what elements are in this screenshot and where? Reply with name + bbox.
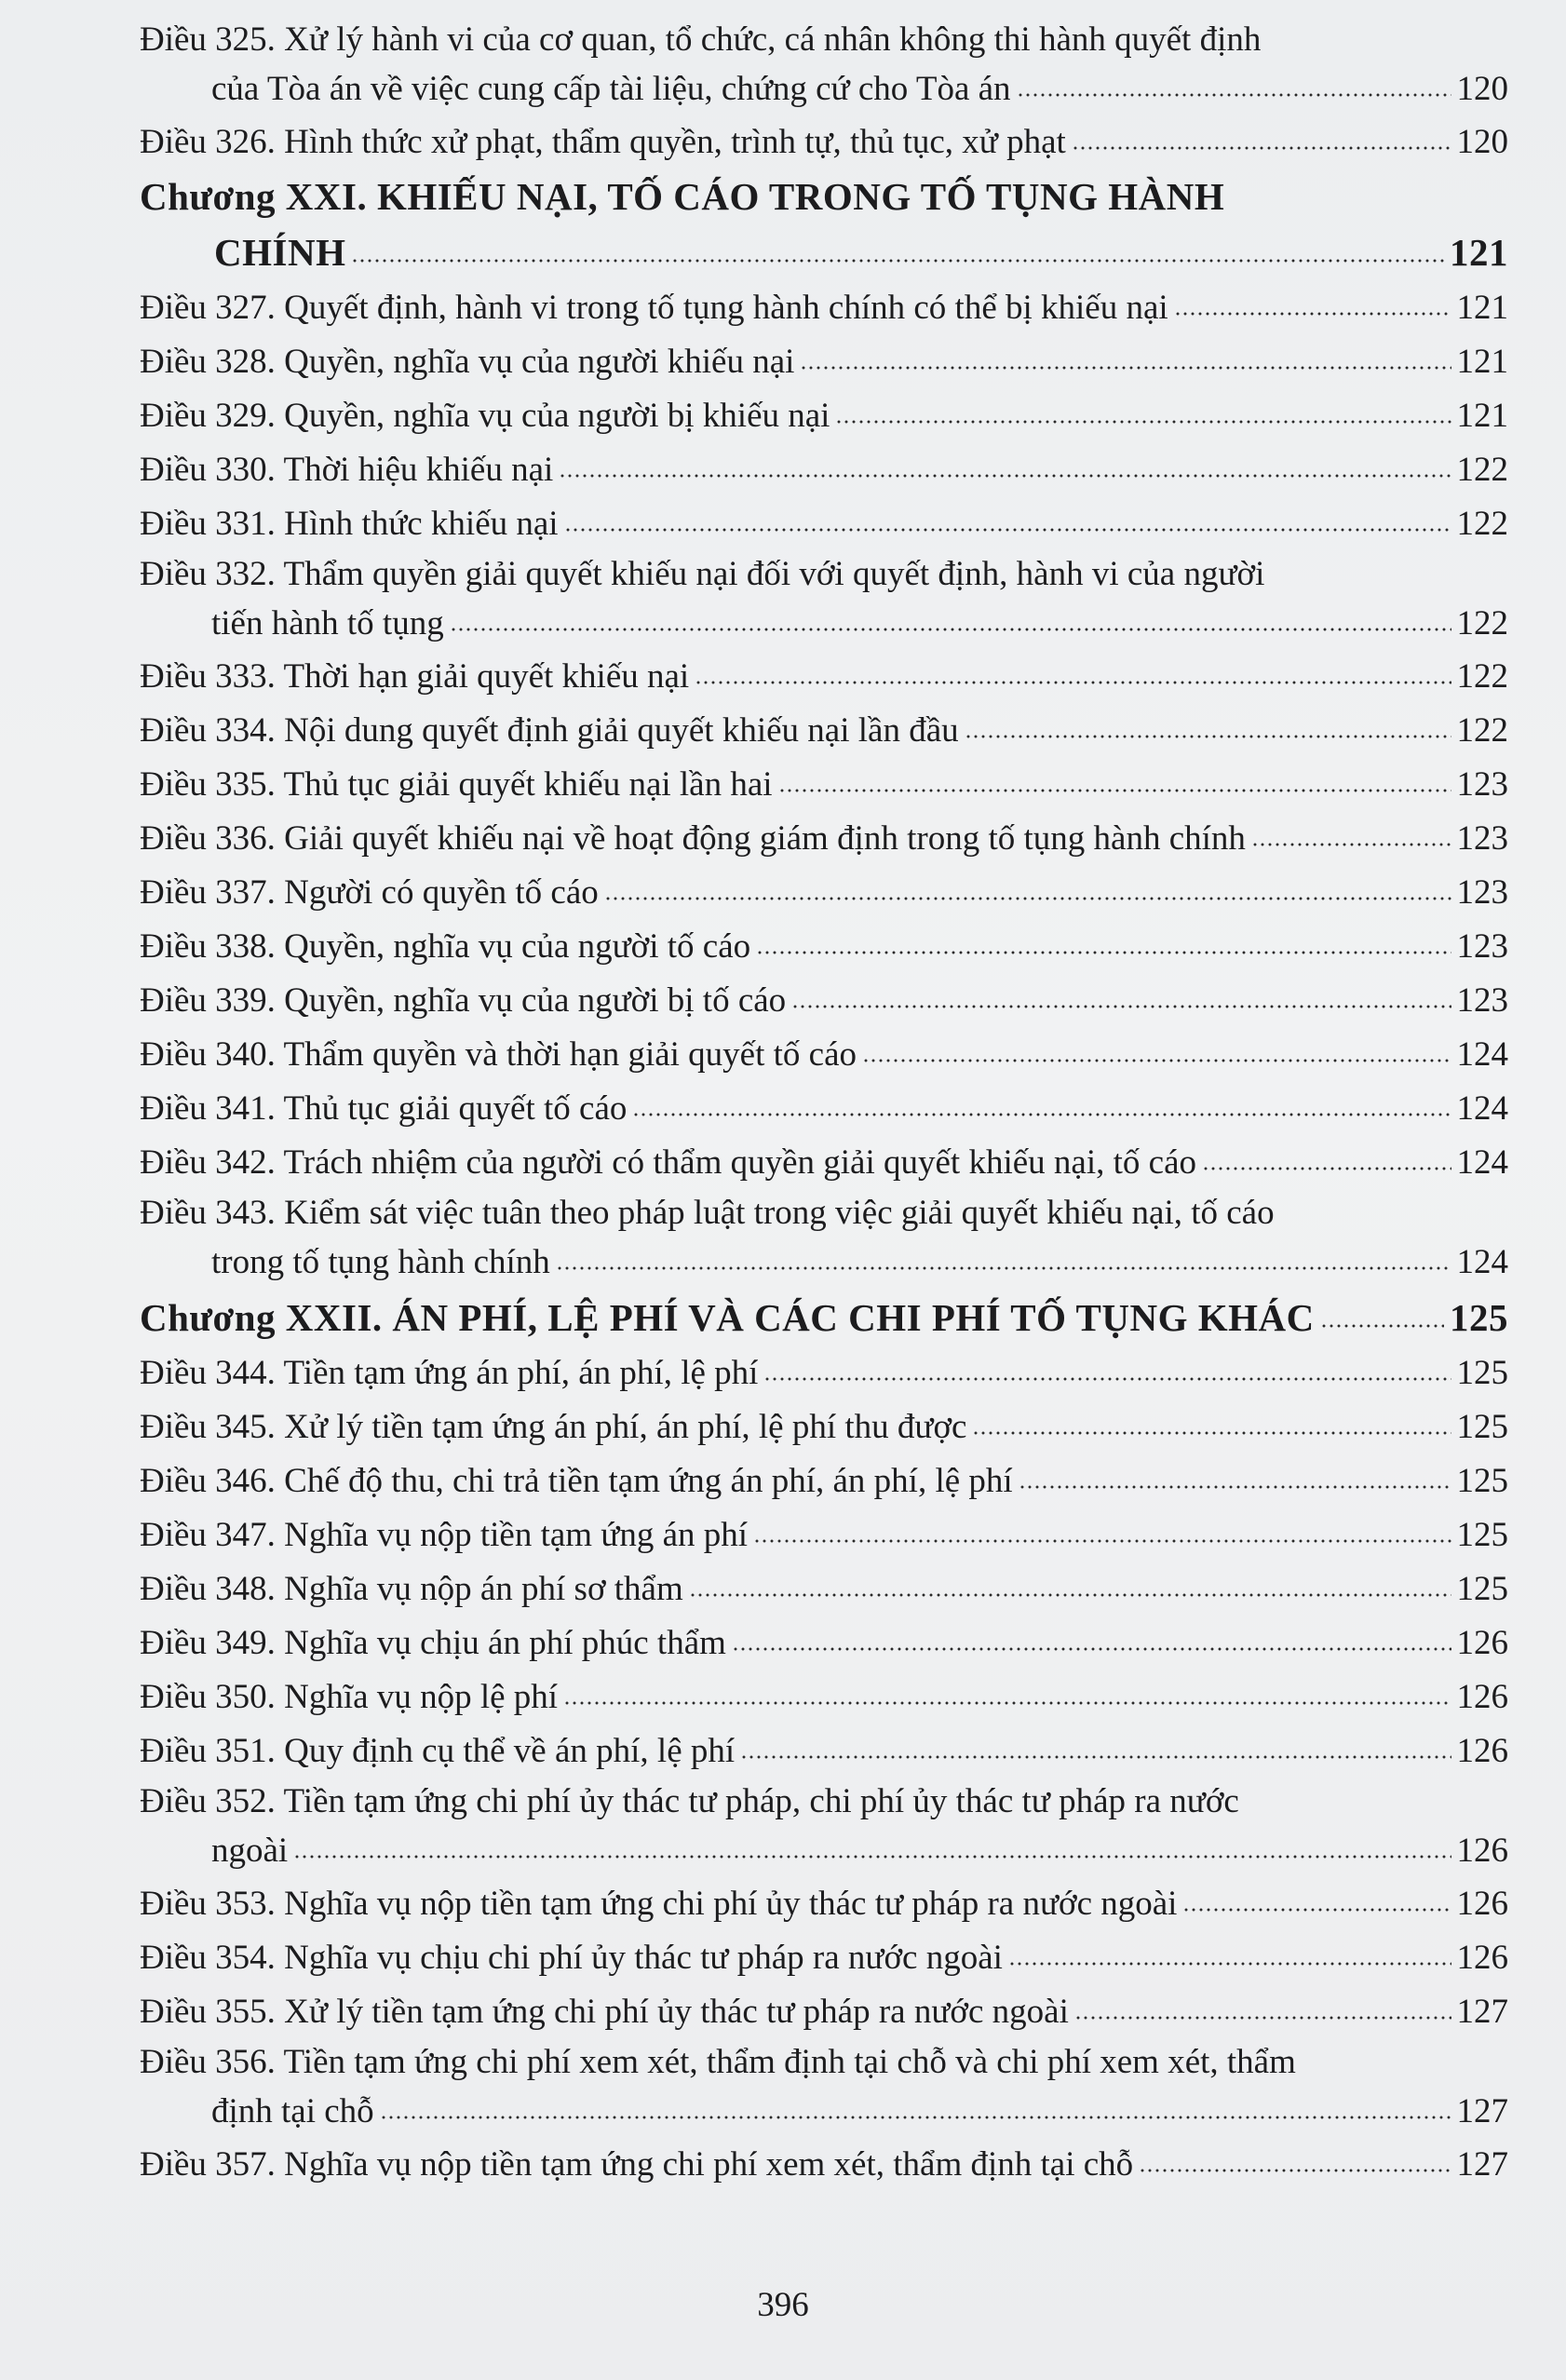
toc-page-number: 126: [1456, 1939, 1508, 1977]
page-number: 396: [757, 2286, 809, 2324]
dot-leader: [862, 1058, 1451, 1063]
toc-entry-title: Điều 326. Hình thức xử phạt, thẩm quyền, trình tự, thủ tục, xử phạt: [140, 123, 1066, 161]
toc-entry-title: Điều 343. Kiểm sát việc tuân theo pháp luật trong việc giải quyết khiếu nại, tố cáo: [140, 1194, 1275, 1232]
toc-article-entry: [140, 974, 1508, 1028]
toc-page-number: 121: [1456, 343, 1508, 381]
dot-leader: [835, 419, 1451, 425]
dot-leader: [695, 680, 1451, 685]
dot-leader: [756, 950, 1451, 955]
table-of-contents: [140, 17, 1508, 2192]
toc-page-number: 122: [1456, 505, 1508, 543]
dot-leader: [450, 627, 1451, 632]
toc-page-number: 121: [1456, 289, 1508, 327]
toc-article-entry: [140, 1931, 1508, 1985]
toc-page-number: 125: [1456, 1408, 1508, 1446]
dot-leader: [1072, 145, 1451, 151]
toc-article-entry: [140, 704, 1508, 758]
toc-page-number: 125: [1456, 1516, 1508, 1554]
toc-page-number: 127: [1456, 2145, 1508, 2184]
toc-page-number: 124: [1456, 1143, 1508, 1182]
dot-leader: [1202, 1166, 1451, 1171]
toc-entry-title: Điều 341. Thủ tục giải quyết tố cáo: [140, 1089, 628, 1128]
dot-leader: [800, 365, 1451, 371]
toc-page-number: 126: [1456, 1832, 1508, 1870]
dot-leader: [1182, 1907, 1451, 1913]
toc-entry-title-continuation: trong tố tụng hành chính: [211, 1243, 550, 1281]
dot-leader: [753, 1538, 1451, 1544]
dot-leader: [740, 1754, 1451, 1760]
dot-leader: [1139, 2168, 1451, 2173]
toc-article-entry: [140, 443, 1508, 497]
toc-page-number: 122: [1456, 711, 1508, 750]
toc-entry-title: Điều 332. Thẩm quyền giải quyết khiếu nại đối với quyết định, hành vi của người: [140, 555, 1265, 593]
toc-chapter-entry: [140, 169, 1508, 281]
toc-article-entry: [140, 1190, 1508, 1289]
toc-entry-title: Điều 334. Nội dung quyết định giải quyết khiếu nại lần đầu: [140, 711, 959, 750]
toc-page-number: 122: [1456, 604, 1508, 642]
toc-page-number: 123: [1456, 765, 1508, 804]
dot-leader: [778, 788, 1451, 793]
toc-article-entry: [140, 1670, 1508, 1724]
toc-article-entry: [140, 1778, 1508, 1877]
toc-page-number: 125: [1456, 1462, 1508, 1500]
toc-article-entry: [140, 1082, 1508, 1136]
toc-article-entry: [140, 1136, 1508, 1190]
toc-entry-title-continuation: ngoài: [211, 1832, 289, 1870]
toc-entry-title: Điều 336. Giải quyết khiếu nại về hoạt động giám định trong tố tụng hành chính: [140, 819, 1246, 858]
toc-article-entry: [140, 1454, 1508, 1508]
toc-article-entry: [140, 2138, 1508, 2192]
toc-article-entry: [140, 1616, 1508, 1670]
toc-page-number: 124: [1456, 1089, 1508, 1128]
dot-leader: [559, 473, 1451, 479]
toc-entry-title: Điều 342. Trách nhiệm của người có thẩm quyền giải quyết khiếu nại, tố cáo: [140, 1143, 1196, 1182]
toc-entry-title: Điều 346. Chế độ thu, chi trả tiền tạm ứng án phí, án phí, lệ phí: [140, 1462, 1013, 1500]
toc-page-number: 126: [1456, 1678, 1508, 1716]
toc-article-entry: [140, 1877, 1508, 1931]
dot-leader: [689, 1592, 1451, 1598]
dot-leader: [351, 258, 1444, 264]
toc-article-entry: [140, 812, 1508, 866]
toc-entry-title: Điều 339. Quyền, nghĩa vụ của người bị tố cáo: [140, 981, 787, 1020]
toc-article-entry: [140, 389, 1508, 443]
dot-leader: [632, 1112, 1451, 1117]
dot-leader: [1320, 1323, 1444, 1329]
dot-leader: [293, 1854, 1451, 1859]
toc-page-number: 124: [1456, 1035, 1508, 1074]
toc-entry-title: Điều 330. Thời hiệu khiếu nại: [140, 451, 554, 489]
toc-article-entry: [140, 17, 1508, 115]
toc-entry-title: Điều 351. Quy định cụ thể về án phí, lệ phí: [140, 1732, 736, 1770]
dot-leader: [604, 896, 1451, 901]
toc-entry-title: Điều 340. Thẩm quyền và thời hạn giải quyết tố cáo: [140, 1035, 857, 1074]
toc-page-number: 123: [1456, 819, 1508, 858]
toc-page-number: 121: [1456, 397, 1508, 435]
toc-article-entry: [140, 1508, 1508, 1562]
toc-entry-title: Điều 349. Nghĩa vụ chịu án phí phúc thẩm: [140, 1624, 726, 1662]
toc-article-entry: [140, 281, 1508, 335]
toc-page-number: 126: [1456, 1885, 1508, 1923]
toc-article-entry: [140, 335, 1508, 389]
toc-page-number: 126: [1456, 1732, 1508, 1770]
dot-leader: [1251, 842, 1451, 847]
dot-leader: [763, 1376, 1451, 1382]
toc-entry-title: Điều 345. Xử lý tiền tạm ứng án phí, án phí, lệ phí thu được: [140, 1408, 967, 1446]
toc-entry-title: Điều 356. Tiền tạm ứng chi phí xem xét, thẩm định tại chỗ và chi phí xem xét, thẩm: [140, 2043, 1296, 2081]
toc-entry-title: Điều 357. Nghĩa vụ nộp tiền tạm ứng chi phí xem xét, thẩm định tại chỗ: [140, 2145, 1134, 2184]
toc-article-entry: [140, 2039, 1508, 2138]
toc-entry-title: Điều 327. Quyết định, hành vi trong tố tụng hành chính có thể bị khiếu nại: [140, 289, 1168, 327]
toc-article-entry: [140, 1346, 1508, 1400]
toc-article-entry: [140, 497, 1508, 551]
toc-page-number: 125: [1456, 1354, 1508, 1392]
toc-article-entry: [140, 1724, 1508, 1778]
toc-article-entry: [140, 650, 1508, 704]
toc-page-number: 125: [1456, 1570, 1508, 1608]
toc-page-number: 126: [1456, 1624, 1508, 1662]
dot-leader: [732, 1646, 1451, 1652]
dot-leader: [1017, 92, 1451, 98]
toc-page-number: 120: [1456, 123, 1508, 161]
dot-leader: [972, 1430, 1451, 1436]
toc-entry-title: Điều 353. Nghĩa vụ nộp tiền tạm ứng chi phí ủy thác tư pháp ra nước ngoài: [140, 1885, 1178, 1923]
toc-entry-title-continuation: định tại chỗ: [211, 2092, 374, 2130]
dot-leader: [1174, 311, 1451, 317]
toc-article-entry: [140, 1028, 1508, 1082]
toc-page-number: 122: [1456, 451, 1508, 489]
dot-leader: [1008, 1961, 1451, 1967]
toc-page-number: 122: [1456, 657, 1508, 696]
toc-article-entry: [140, 1562, 1508, 1616]
toc-entry-title: Điều 331. Hình thức khiếu nại: [140, 505, 559, 543]
toc-page-number: 127: [1456, 2092, 1508, 2130]
dot-leader: [380, 2115, 1451, 2120]
toc-entry-title-continuation: tiến hành tố tụng: [211, 604, 444, 642]
dot-leader: [556, 1265, 1451, 1271]
toc-entry-title: Điều 344. Tiền tạm ứng án phí, án phí, lệ phí: [140, 1354, 759, 1392]
toc-page-number: 121: [1450, 231, 1508, 274]
toc-entry-title: Chương XXII. ÁN PHÍ, LỆ PHÍ VÀ CÁC CHI PHÍ TỐ TỤNG KHÁC: [140, 1296, 1315, 1339]
toc-article-entry: [140, 551, 1508, 650]
toc-entry-title: Điều 348. Nghĩa vụ nộp án phí sơ thẩm: [140, 1570, 683, 1608]
toc-entry-title-continuation: của Tòa án về việc cung cấp tài liệu, chứng cứ cho Tòa án: [211, 70, 1011, 108]
toc-entry-title: Điều 347. Nghĩa vụ nộp tiền tạm ứng án phí: [140, 1516, 749, 1554]
toc-page-number: 120: [1456, 70, 1508, 108]
toc-entry-title: Điều 337. Người có quyền tố cáo: [140, 873, 599, 912]
toc-entry-title: Điều 355. Xử lý tiền tạm ứng chi phí ủy thác tư pháp ra nước ngoài: [140, 1993, 1069, 2031]
toc-entry-title: Chương XXI. KHIẾU NẠI, TỐ CÁO TRONG TỐ TỤNG HÀNH: [140, 175, 1225, 218]
toc-entry-title: Điều 328. Quyền, nghĩa vụ của người khiếu nại: [140, 343, 795, 381]
toc-page-number: 124: [1456, 1243, 1508, 1281]
toc-page-number: 127: [1456, 1993, 1508, 2031]
toc-page-number: 123: [1456, 927, 1508, 966]
toc-article-entry: [140, 920, 1508, 974]
dot-leader: [1019, 1484, 1451, 1490]
toc-entry-title: Điều 333. Thời hạn giải quyết khiếu nại: [140, 657, 690, 696]
toc-article-entry: [140, 115, 1508, 169]
toc-entry-title: Điều 352. Tiền tạm ứng chi phí ủy thác tư pháp, chi phí ủy thác tư pháp ra nước: [140, 1782, 1239, 1820]
toc-entry-title: Điều 338. Quyền, nghĩa vụ của người tố cáo: [140, 927, 751, 966]
toc-article-entry: [140, 1985, 1508, 2039]
toc-article-entry: [140, 758, 1508, 812]
toc-page-number: 123: [1456, 873, 1508, 912]
dot-leader: [965, 734, 1451, 739]
dot-leader: [791, 1004, 1451, 1009]
toc-article-entry: [140, 1400, 1508, 1454]
dot-leader: [1074, 2015, 1451, 2021]
dot-leader: [564, 527, 1451, 533]
toc-chapter-entry: [140, 1289, 1508, 1346]
toc-entry-title: Điều 354. Nghĩa vụ chịu chi phí ủy thác tư pháp ra nước ngoài: [140, 1939, 1003, 1977]
toc-page-number: 125: [1450, 1296, 1508, 1339]
toc-entry-title: Điều 325. Xử lý hành vi của cơ quan, tổ chức, cá nhân không thi hành quyết định: [140, 20, 1262, 59]
dot-leader: [563, 1700, 1451, 1706]
toc-article-entry: [140, 866, 1508, 920]
toc-page-number: 123: [1456, 981, 1508, 1020]
toc-entry-title: Điều 350. Nghĩa vụ nộp lệ phí: [140, 1678, 559, 1716]
toc-entry-title-continuation: CHÍNH: [214, 231, 346, 274]
toc-entry-title: Điều 329. Quyền, nghĩa vụ của người bị khiếu nại: [140, 397, 830, 435]
toc-entry-title: Điều 335. Thủ tục giải quyết khiếu nại lần hai: [140, 765, 773, 804]
